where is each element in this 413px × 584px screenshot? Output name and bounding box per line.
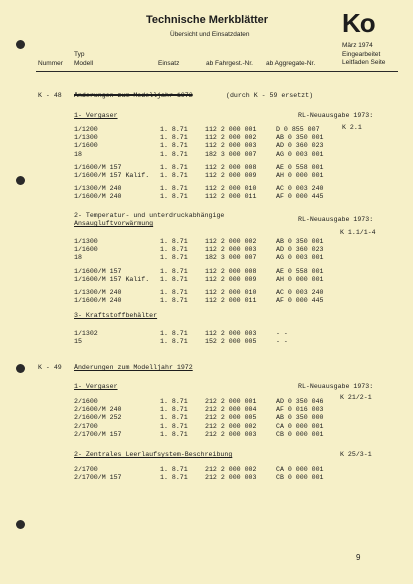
table-cell-einsatz: 1. 8.71 [160,289,188,296]
table-cell-modell: 1/1300 [74,134,98,142]
group-ref-code: K 2.1 [342,124,362,131]
table-cell-fahrgest: 112 2 000 003 [205,142,257,150]
table-cell-modell: 1/1600/M 240 [74,297,122,305]
table-cell-einsatz: 1. 8.71 [160,150,188,158]
page-title: Technische Merkblätter [146,14,269,26]
table-cell-einsatz: 1. 8.71 [160,163,188,171]
table-cell-modell: 2/1700/M 157 [74,430,122,438]
col-header-leitfaden: Leitfaden Seite [342,59,386,66]
table-cell-fahrgest: 212 2 000 005 [205,414,257,422]
punch-hole [16,520,25,529]
table-cell-aggregate: D 0 855 007 [276,126,320,133]
table-cell-aggregate: AB 0 350 001 [276,238,324,245]
punch-hole [16,40,25,49]
table-cell-fahrgest: 112 2 000 010 [205,185,257,193]
table-cell-aggregate: AD 0 350 046 [276,398,324,405]
table-cell-fahrgest: 112 2 000 002 [205,238,257,245]
table-cell-fahrgest: 112 2 000 001 [205,126,257,133]
group-title: 1- Vergaser [74,383,118,390]
table-cell-modell: 2/1700 [74,422,98,430]
page-subtitle: Übersicht und Einsatzdaten [170,31,250,38]
table-cell-aggregate: AF 0 016 003 [276,406,324,414]
table-cell-modell: 1/1300/M 240 [74,289,122,296]
table-cell-einsatz: 1. 8.71 [160,185,188,193]
table-cell-fahrgest: 112 2 000 002 [205,134,257,142]
table-cell-einsatz: 1. 8.71 [160,398,188,405]
table-cell-aggregate: AH 0 000 001 [276,275,324,283]
table-cell-aggregate: CA 0 000 001 [276,422,324,430]
table-cell-fahrgest: 212 2 000 002 [205,422,257,430]
table-cell-einsatz: 1. 8.71 [160,275,188,283]
group-ref-code: K 1.1/1-4 [340,229,376,236]
table-cell-modell: 1/1600/M 157 [74,267,122,275]
table-cell-modell: 2/1700 [74,466,98,473]
table-cell-aggregate: CB 0 000 001 [276,430,324,438]
col-header-nummer: Nummer [38,60,63,67]
table-cell-modell: 2/1600/M 252 [74,414,122,422]
table-cell-einsatz: 1. 8.71 [160,297,188,305]
table-cell-einsatz: 1. 8.71 [160,172,188,179]
group-ref: RL-Neuausgabe 1973: [298,216,374,223]
table-cell-modell: 1/1300 [74,238,98,245]
table-cell-aggregate: AD 0 360 023 [276,142,324,150]
section-note-k48: (durch K - 59 ersetzt) [226,92,314,99]
group-ref-code: K 25/3-1 [340,451,372,458]
table-cell-einsatz: 1. 8.71 [160,414,188,422]
ko-logo: Ko [342,8,375,38]
table-cell-fahrgest: 112 2 000 008 [205,163,257,171]
col-header-einsatz: Einsatz [158,60,180,67]
table-cell-aggregate: AF 0 000 445 [276,193,324,201]
table-cell-modell: 2/1600/M 240 [74,406,122,414]
table-cell-fahrgest: 112 2 000 010 [205,289,257,296]
header-divider [36,71,398,72]
table-cell-modell: 1/1200 [74,126,98,133]
col-header-aggregate: ab Aggregate-Nr. [266,60,316,67]
table-cell-modell: 1/1300/M 240 [74,185,122,193]
section-title-k49: Änderungen zum Modelljahr 1972 [74,364,193,371]
punch-hole [16,364,25,373]
group-title: 3- Kraftstoffbehälter [74,312,158,319]
table-cell-modell: 18 [74,150,82,158]
table-cell-einsatz: 1. 8.71 [160,422,188,430]
issue-date: März 1974 [342,42,373,49]
table-cell-einsatz: 1. 8.71 [160,126,188,133]
col-header-eingearbeitet: Eingearbeitet [342,51,381,58]
table-cell-einsatz: 1. 8.71 [160,193,188,201]
table-cell-aggregate: CB 0 000 001 [276,474,324,482]
table-cell-aggregate: AG 0 003 001 [276,254,324,262]
table-cell-einsatz: 1. 8.71 [160,134,188,142]
table-cell-modell: 2/1700/M 157 [74,474,122,482]
table-cell-modell: 1/1600 [74,246,98,254]
table-cell-aggregate: AE 0 558 001 [276,163,324,171]
table-cell-aggregate: AH 0 000 001 [276,172,324,179]
table-cell-aggregate: CA 0 000 001 [276,466,324,473]
section-number-k49: K - 49 [38,364,62,371]
table-cell-einsatz: 1. 8.71 [160,406,188,414]
group-title-line2: Ansaugluftvorwärmung [74,220,154,227]
table-cell-einsatz: 1. 8.71 [160,430,188,438]
table-cell-einsatz: 1. 8.71 [160,246,188,254]
table-cell-aggregate: AC 0 003 240 [276,185,324,193]
table-cell-einsatz: 1. 8.71 [160,238,188,245]
table-cell-fahrgest: 112 2 000 003 [205,246,257,254]
table-cell-aggregate: AE 0 558 001 [276,267,324,275]
table-cell-modell: 1/1302 [74,330,98,337]
table-cell-aggregate: AC 0 003 240 [276,289,324,296]
table-cell-fahrgest: 112 2 000 011 [205,193,257,201]
table-cell-modell: 1/1600 [74,142,98,150]
table-cell-einsatz: 1. 8.71 [160,254,188,262]
table-cell-fahrgest: 212 2 000 004 [205,406,257,414]
table-cell-aggregate: AG 0 003 001 [276,150,324,158]
group-title: 2- Zentrales Leerlaufsystem-Beschreibung [74,451,233,458]
table-cell-modell: 1/1600/M 157 Kalif. [74,172,150,179]
table-cell-modell: 15 [74,338,82,346]
table-cell-aggregate: AB 0 350 000 [276,414,324,422]
table-cell-modell: 2/1600 [74,398,98,405]
table-cell-fahrgest: 152 2 000 005 [205,338,257,346]
group-ref: RL-Neuausgabe 1973: [298,112,374,119]
table-cell-fahrgest: 112 2 000 008 [205,267,257,275]
col-header-modell: Modell [74,60,94,67]
table-cell-einsatz: 1. 8.71 [160,267,188,275]
table-cell-modell: 18 [74,254,82,262]
table-cell-einsatz: 1. 8.71 [160,466,188,473]
table-cell-fahrgest: 112 2 000 009 [205,275,257,283]
group-title: 1- Vergaser [74,112,118,119]
table-cell-einsatz: 1. 8.71 [160,474,188,482]
col-header-fahrgest: ab Fahrgest.-Nr. [206,60,253,67]
table-cell-fahrgest: 182 3 000 007 [205,150,257,158]
table-cell-aggregate: - - [276,330,288,337]
table-cell-modell: 1/1600/M 157 [74,163,122,171]
table-cell-modell: 1/1600/M 240 [74,193,122,201]
table-cell-aggregate: AF 0 000 445 [276,297,324,305]
table-cell-aggregate: AB 0 350 001 [276,134,324,142]
table-cell-fahrgest: 212 2 000 003 [205,430,257,438]
page-number: 9 [356,553,361,562]
table-cell-fahrgest: 212 2 000 002 [205,466,257,473]
table-cell-modell: 1/1600/M 157 Kalif. [74,275,150,283]
group-ref: RL-Neuausgabe 1973: [298,383,374,390]
table-cell-fahrgest: 112 2 000 009 [205,172,257,179]
table-cell-aggregate: - - [276,338,288,346]
table-cell-fahrgest: 182 3 000 007 [205,254,257,262]
section-title-k48: Änderungen zum Modelljahr 1972 [74,92,193,99]
table-cell-fahrgest: 112 2 000 011 [205,297,257,305]
section-number-k48: K - 48 [38,92,62,99]
col-header-typ: Typ [74,51,85,58]
table-cell-fahrgest: 212 2 000 003 [205,474,257,482]
group-ref-code: K 21/2-1 [340,394,372,401]
punch-hole [16,176,25,185]
table-cell-einsatz: 1. 8.71 [160,142,188,150]
table-cell-fahrgest: 212 2 000 001 [205,398,257,405]
table-cell-aggregate: AD 0 360 023 [276,246,324,254]
table-cell-fahrgest: 112 2 000 003 [205,330,257,337]
group-title: 2- Temperatur- und unterdruckabhängige [74,212,225,219]
table-cell-einsatz: 1. 8.71 [160,330,188,337]
table-cell-einsatz: 1. 8.71 [160,338,188,346]
